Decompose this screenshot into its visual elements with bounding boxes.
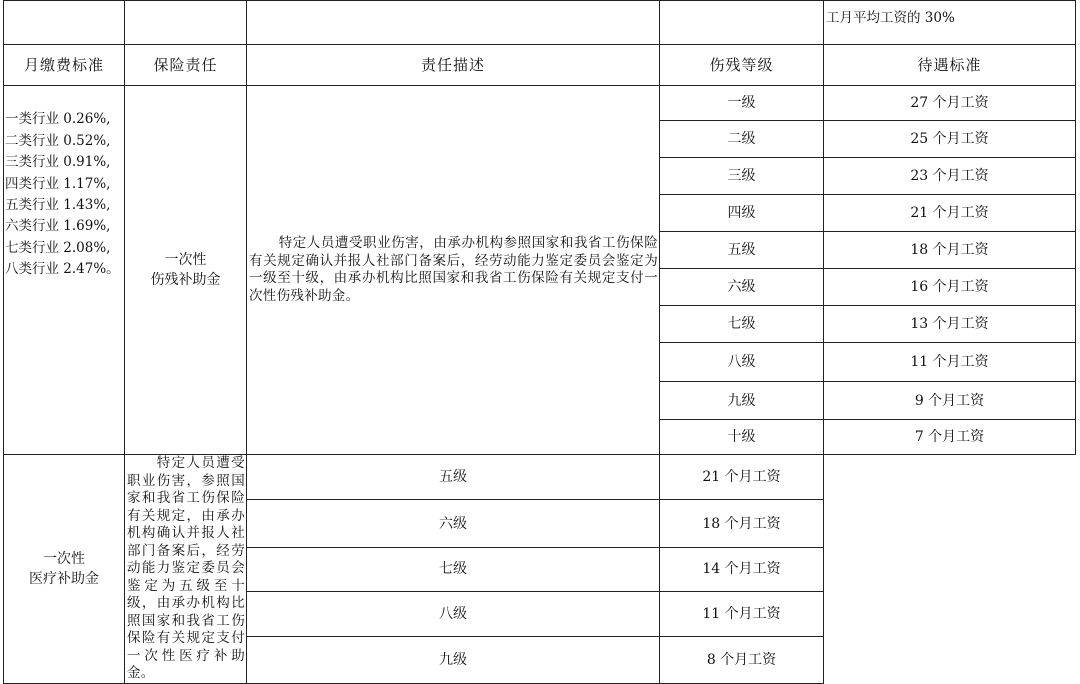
benefit-standard-cell: 9 个月工资 [824,382,1076,420]
liability-line: 医疗补助金 [29,570,99,587]
rate-line: 三类行业 0.91%, [5,154,111,171]
rate-line: 七类行业 2.08%, [5,239,111,256]
disability-grade-cell: 八级 [660,343,824,382]
benefit-standard-cell: 25 个月工资 [824,121,1076,158]
disability-grade-cell: 五级 [660,232,824,269]
disability-grade-cell: 六级 [247,500,660,548]
empty-cell [4,1,125,45]
benefit-standard-cell: 16 个月工资 [824,269,1076,306]
disability-grade-cell: 八级 [247,591,660,636]
disability-grade-cell: 一级 [660,86,824,121]
benefits-table [3,0,1076,684]
benefit-standard-cell: 11 个月工资 [824,343,1076,382]
header-monthly-rate: 月缴费标准 [4,45,125,86]
rate-line: 二类行业 0.52%, [5,132,111,149]
rate-line: 五类行业 1.43%, [5,197,111,213]
disability-grade-cell: 六级 [660,269,824,306]
header-insurance-liability: 保险责任 [125,45,247,86]
empty-cell [660,1,824,45]
disability-grade-cell: 四级 [660,195,824,232]
rate-line: 四类行业 1.17%, [5,175,111,192]
insurance-liability-cell [4,455,125,684]
insurance-liability-cell [125,86,247,455]
rate-line: 八类行业 2.47%。 [5,261,120,278]
benefit-standard-cell: 21 个月工资 [824,195,1076,232]
empty-cell [247,1,660,45]
description-text: 特定人员遭受职业伤害，参照国家和我省工伤保险有关规定，由承办机构确认并报人社部门备案后，经劳动能力鉴定委员会鉴定为五级至十级，由承办机构比照国家和我省工伤保险有关规定支付一次性医疗补助金。 [127,455,245,681]
liability-line: 一次性 [164,252,207,268]
benefit-standard-cell: 8 个月工资 [660,637,824,683]
description-cell [247,86,660,455]
rate-line: 一类行业 0.26%, [5,111,111,128]
disability-grade-cell: 三级 [660,158,824,195]
description-text: 特定人员遭受职业伤害，由承办机构参照国家和我省工伤保险有关规定确认并报人社部门备案后，经劳动能力鉴定委员会鉴定为一级至十级，由承办机构比照国家和我省工伤保险有关规定支付一次性伤残补助金。 [249,235,658,304]
continued-benefit-note: 工月平均工资的 30% [824,1,1076,45]
benefit-standard-cell: 13 个月工资 [824,306,1076,343]
benefit-standard-cell: 7 个月工资 [824,420,1076,455]
table-row-continued [4,1,1076,45]
rate-line: 六类行业 1.69%, [5,218,111,235]
disability-grade-cell: 九级 [247,637,660,683]
description-cell [125,455,247,684]
disability-grade-cell: 九级 [660,382,824,420]
benefit-standard-cell: 14 个月工资 [660,547,824,591]
disability-grade-cell: 七级 [247,547,660,591]
header-disability-grade: 伤残等级 [660,45,824,86]
benefit-standard-cell: 27 个月工资 [824,86,1076,121]
disability-grade-cell: 七级 [660,306,824,343]
empty-cell [125,1,247,45]
disability-grade-cell: 十级 [660,420,824,455]
header-description: 责任描述 [247,45,660,86]
liability-line: 一次性 [43,550,85,567]
disability-grade-cell: 二级 [660,121,824,158]
header-benefit-standard: 待遇标准 [824,45,1076,86]
benefit-standard-cell: 21 个月工资 [660,455,824,500]
benefit-standard-cell: 18 个月工资 [824,232,1076,269]
table-row [4,455,1076,500]
benefit-standard-cell: 23 个月工资 [824,158,1076,195]
monthly-rate-cell [4,86,125,455]
table-header-row [4,45,1076,86]
section-disability-subsidy [4,86,1076,455]
liability-line: 伤残补助金 [150,272,221,288]
table-row [4,86,1076,121]
benefit-standard-cell: 11 个月工资 [660,591,824,636]
section-medical-subsidy [4,455,1076,684]
disability-grade-cell: 五级 [247,455,660,500]
benefit-standard-cell: 18 个月工资 [660,500,824,548]
